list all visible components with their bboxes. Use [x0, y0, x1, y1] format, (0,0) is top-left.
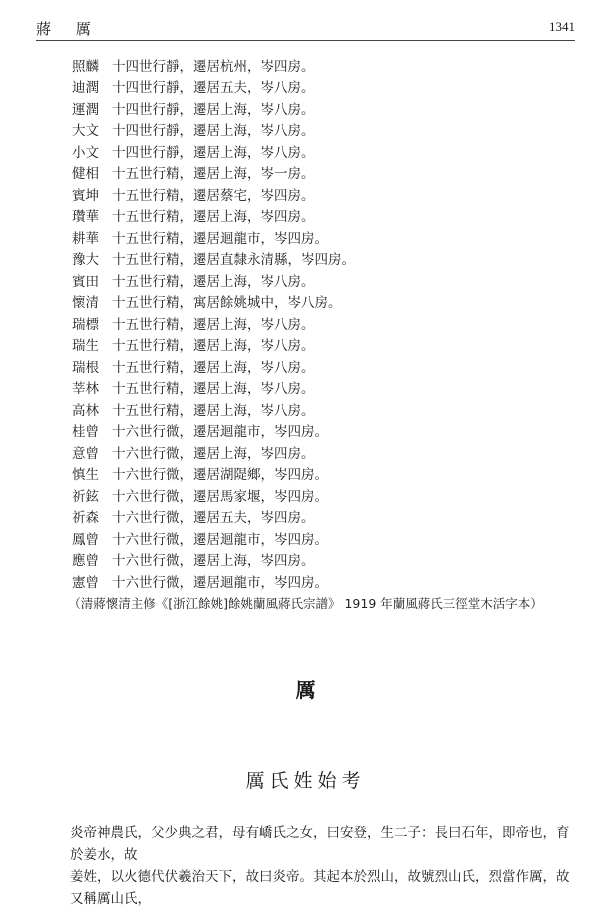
- entry-description: 十五世行精，遷居上海，岑一房。: [112, 166, 315, 183]
- page-header: [36, 14, 575, 41]
- entry-description: 十六世行微，遷居迴龍市，岑四房。: [112, 531, 328, 548]
- entry-name: 迪潤: [72, 80, 99, 97]
- list-item: [72, 334, 355, 356]
- entry-description: 十四世行靜，遷居上海，岑八房。: [112, 101, 315, 118]
- entry-description: 十五世行精，遷居迴龍市，岑四房。: [112, 230, 328, 247]
- entry-description: 十六世行微，遷居上海，岑四房。: [112, 553, 315, 570]
- entry-description: 十五世行精，遷居上海，岑八房。: [112, 273, 315, 290]
- entry-description: 十五世行精，遷居上海，岑八房。: [112, 338, 315, 355]
- list-item: [72, 441, 355, 463]
- list-item: [72, 463, 355, 485]
- list-item: [72, 549, 355, 571]
- list-item: [72, 269, 355, 291]
- entry-name: 照麟: [72, 58, 99, 75]
- list-item: [72, 205, 355, 227]
- body-paragraph: [70, 822, 575, 910]
- entry-description: 十五世行精，寓居餘姚城中，岑八房。: [112, 295, 342, 312]
- entry-name: 祈鉉: [72, 488, 99, 505]
- list-item: [72, 54, 355, 76]
- entry-name: 桂曾: [72, 424, 99, 441]
- entry-name: 耕華: [72, 230, 99, 247]
- entry-name: 瑞生: [72, 338, 99, 355]
- entry-description: 十四世行靜，遷居杭州，岑四房。: [112, 58, 315, 75]
- entry-description: 十四世行靜，遷居五夫，岑八房。: [112, 80, 315, 97]
- entry-name: 大文: [72, 123, 99, 140]
- entry-name: 運潤: [72, 101, 99, 118]
- paragraph-line: 炎帝神農氏，父少典之君，母有嶠氏之女，曰安登，生二子：長曰石年，即帝也，育於姜水，故: [70, 825, 570, 863]
- entry-name: 賓坤: [72, 187, 99, 204]
- list-item: [72, 355, 355, 377]
- paragraph-line: 姜姓，以火德代伏羲治天下，故曰炎帝。其起本於烈山，故號烈山氏，烈當作厲，故又稱厲山氏，: [70, 869, 570, 907]
- entry-name: 瑞標: [72, 316, 99, 333]
- list-item: [72, 527, 355, 549]
- list-item: [72, 119, 355, 141]
- entry-description: 十六世行微，遷居上海，岑四房。: [112, 445, 315, 462]
- entry-name: 高林: [72, 402, 99, 419]
- list-item: [72, 570, 355, 592]
- entry-name: 懷清: [72, 295, 99, 312]
- list-item: [72, 506, 355, 528]
- page-number: 1341: [549, 19, 575, 34]
- list-item: [72, 377, 355, 399]
- entry-description: 十六世行微，遷居湖隄鄉，岑四房。: [112, 467, 328, 484]
- list-item: [72, 226, 355, 248]
- entry-name: 慎生: [72, 467, 99, 484]
- genealogy-entry-list: [72, 54, 355, 592]
- list-item: [72, 420, 355, 442]
- entry-name: 意曾: [72, 445, 99, 462]
- entry-name: 瓚華: [72, 209, 99, 226]
- entry-name: 莘林: [72, 381, 99, 398]
- list-item: [72, 162, 355, 184]
- entry-description: 十四世行靜，遷居上海，岑八房。: [112, 144, 315, 161]
- list-item: [72, 291, 355, 313]
- list-item: [72, 484, 355, 506]
- entry-description: 十五世行精，遷居直隸永清縣，岑四房。: [112, 252, 355, 269]
- entry-name: 瑞根: [72, 359, 99, 376]
- entry-name: 小文: [72, 144, 99, 161]
- entry-name: 豫大: [72, 252, 99, 269]
- entry-description: 十六世行微，遷居迴龍市，岑四房。: [112, 424, 328, 441]
- source-caption: （清蔣懷清主修《[浙江餘姚]餘姚蘭風蔣氏宗譜》 1919 年蘭風蔣氏三徑堂木活字本）: [68, 596, 543, 611]
- entry-name: 賓田: [72, 273, 99, 290]
- article-title: 厲氏姓始考: [245, 770, 366, 792]
- list-item: [72, 97, 355, 119]
- entry-name: 應曾: [72, 553, 99, 570]
- entry-description: 十六世行微，遷居迴龍市，岑四房。: [112, 574, 328, 591]
- section-title: 厲: [295, 678, 316, 702]
- entry-description: 十五世行精，遷居上海，岑八房。: [112, 359, 315, 376]
- entry-name: 健相: [72, 166, 99, 183]
- list-item: [72, 140, 355, 162]
- entry-description: 十四世行靜，遷居上海，岑八房。: [112, 123, 315, 140]
- running-title: 蔣 厲: [36, 20, 101, 38]
- entry-description: 十六世行微，遷居馬家堰，岑四房。: [112, 488, 328, 505]
- entry-description: 十五世行精，遷居上海，岑八房。: [112, 381, 315, 398]
- list-item: [72, 183, 355, 205]
- list-item: [72, 398, 355, 420]
- entry-name: 憲曾: [72, 574, 99, 591]
- entry-name: 鳳曾: [72, 531, 99, 548]
- entry-description: 十六世行微，遷居五夫，岑四房。: [112, 510, 315, 527]
- entry-description: 十五世行精，遷居蔡宅，岑四房。: [112, 187, 315, 204]
- list-item: [72, 312, 355, 334]
- entry-description: 十五世行精，遷居上海，岑八房。: [112, 402, 315, 419]
- list-item: [72, 76, 355, 98]
- entry-description: 十五世行精，遷居上海，岑八房。: [112, 316, 315, 333]
- list-item: [72, 248, 355, 270]
- entry-description: 十五世行精，遷居上海，岑四房。: [112, 209, 315, 226]
- entry-name: 祈森: [72, 510, 99, 527]
